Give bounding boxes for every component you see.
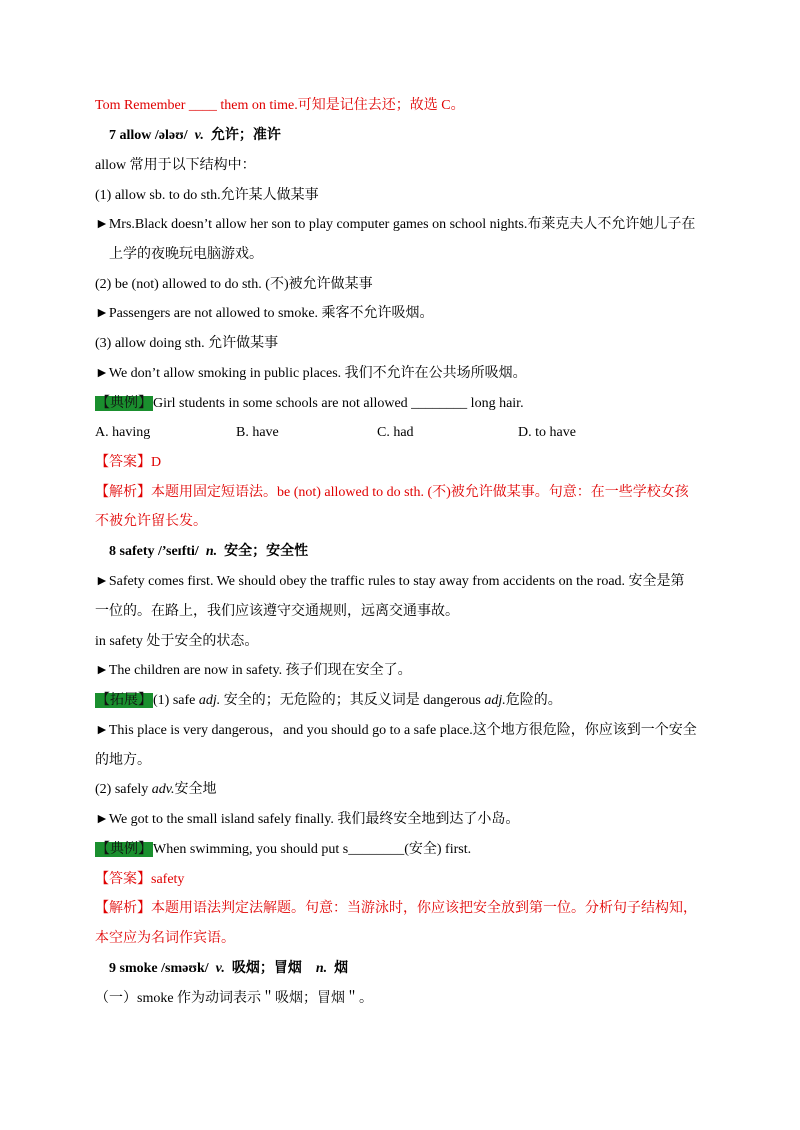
text-line xyxy=(95,780,710,800)
analysis-line: 【解析】本题用固定短语法。be (not) allowed to do sth. (不)被允许做某事。句意：在一些学校女孩 xyxy=(95,485,689,500)
headword-meaning: 安全；安全性 xyxy=(224,544,309,559)
part-of-speech: v. xyxy=(194,128,204,143)
text-run: 安全的；无危险的；其反义词是 dangerous xyxy=(220,693,485,708)
example-translation: 的地方。 xyxy=(95,753,151,768)
analysis-line: 本空应为名词作宾语。 xyxy=(95,931,235,946)
text-run: 安全地 xyxy=(174,782,217,797)
text-run: 危险的。 xyxy=(505,693,562,708)
part-of-speech: adj. xyxy=(484,693,506,708)
answer-explanation-line: Tom Remember ____ them on time.可知是记住去还；故选 C。 xyxy=(95,98,465,113)
text-line: in safety 处于安全的状态。 xyxy=(95,634,259,649)
answer-line: 【答案】safety xyxy=(95,872,185,887)
headword-meaning: 吸烟；冒烟 xyxy=(231,961,302,976)
part-of-speech: adv. xyxy=(151,782,175,797)
part-of-speech: n. xyxy=(205,544,218,559)
answer-line: 【答案】D xyxy=(95,455,162,470)
headword-text: 9 smoke /sməʊk/ xyxy=(109,961,209,976)
headword-smoke xyxy=(109,959,710,979)
option-d: D. to have xyxy=(518,425,576,440)
headword-allow xyxy=(109,126,710,146)
example-sentence: ►Passengers are not allowed to smoke. 乘客不允许吸烟。 xyxy=(95,306,434,321)
text-run: (2) safely xyxy=(95,782,152,797)
example-sentence: ►We don’t allow smoking in public places. 我们不允许在公共场所吸烟。 xyxy=(95,366,527,381)
question-text: When swimming, you should put s________(安全) first. xyxy=(153,842,472,857)
headword-text: 8 safety /’seɪfti/ xyxy=(109,544,199,559)
example-sentence: ►Mrs.Black doesn’t allow her son to play computer games on school nights.布莱克夫人不允许她儿子在 xyxy=(95,217,696,232)
text-line: allow 常用于以下结构中： xyxy=(95,158,256,173)
part-of-speech: adj. xyxy=(198,693,221,708)
example-translation: 一位的。在路上，我们应该遵守交通规则，远离交通事故。 xyxy=(95,604,459,619)
part-of-speech: v. xyxy=(215,961,225,976)
example-translation: 上学的夜晚玩电脑游戏。 xyxy=(109,247,263,262)
example-tag: 【典例】 xyxy=(96,396,152,411)
text-run: (1) safe xyxy=(153,693,199,708)
text-line: (3) allow doing sth. 允许做某事 xyxy=(95,336,279,351)
headword-safety xyxy=(109,542,710,562)
question-text: Girl students in some schools are not allowed ________ long hair. xyxy=(153,396,524,411)
headword-text: 7 allow /ələʊ/ xyxy=(109,128,188,143)
example-sentence: ►This place is very dangerous，and you should go to a safe place.这个地方很危险，你应该到一个安全 xyxy=(95,723,697,738)
option-a: A. having xyxy=(95,425,151,440)
example-sentence: ►We got to the small island safely finally. 我们最终安全地到达了小岛。 xyxy=(95,812,520,827)
example-sentence: ►Safety comes first. We should obey the traffic rules to stay away from accidents on the road. 安全是第 xyxy=(95,574,685,589)
example-sentence: ►The children are now in safety. 孩子们现在安全了。 xyxy=(95,663,412,678)
text-line: （一）smoke 作为动词表示＂吸烟；冒烟＂。 xyxy=(95,991,374,1006)
part-of-speech: n. xyxy=(315,961,328,976)
exercise-question xyxy=(95,394,710,414)
analysis-line: 不被允许留长发。 xyxy=(95,514,207,529)
extension-line xyxy=(95,691,710,711)
exercise-question xyxy=(95,840,710,860)
option-b: B. have xyxy=(236,425,279,440)
headword-meaning: 烟 xyxy=(334,961,349,976)
example-tag: 【典例】 xyxy=(96,842,152,857)
extension-tag: 【拓展】 xyxy=(96,693,152,708)
option-c: C. had xyxy=(377,425,414,440)
text-line: (2) be (not) allowed to do sth. (不)被允许做某事 xyxy=(95,277,373,292)
analysis-line: 【解析】本题用语法判定法解题。句意：当游泳时，你应该把安全放到第一位。分析句子结构知， xyxy=(95,901,697,916)
text-line: (1) allow sb. to do sth.允许某人做某事 xyxy=(95,188,319,203)
headword-meaning: 允许；准许 xyxy=(210,128,281,143)
